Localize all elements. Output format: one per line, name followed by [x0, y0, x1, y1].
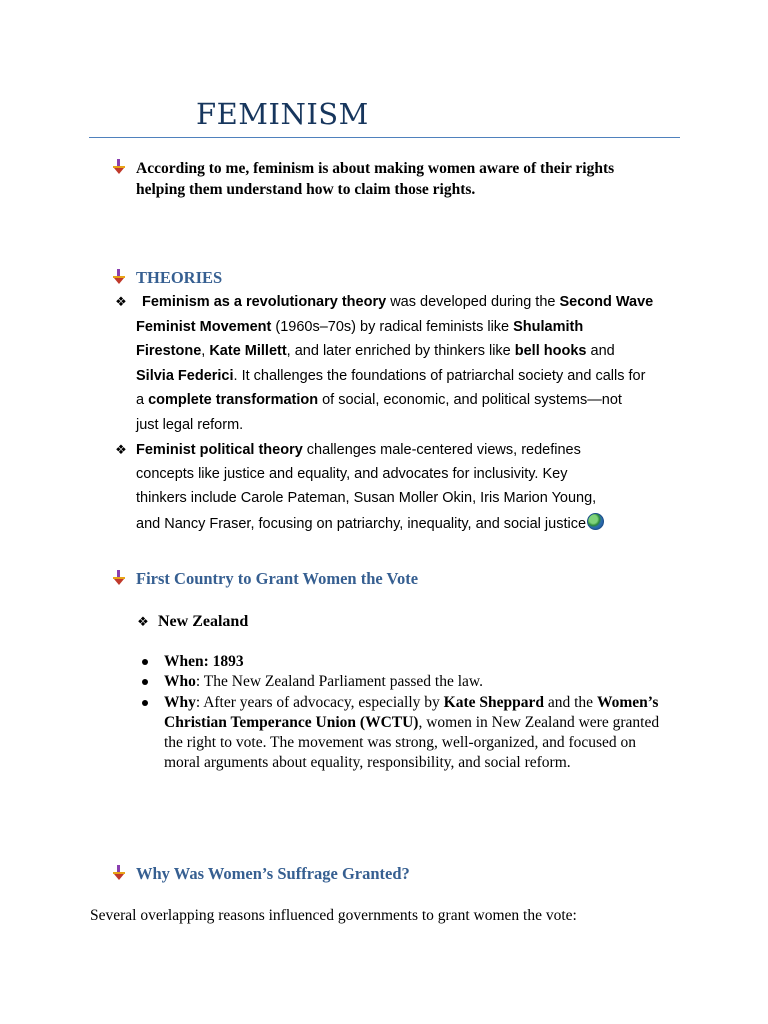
globe-icon: [587, 513, 604, 530]
diamond-bullet-icon: ❖: [137, 614, 149, 629]
arrow-bullet-icon: [112, 159, 126, 175]
theories-heading: THEORIES: [136, 268, 223, 287]
suffrage-intro-text: Several overlapping reasons influenced governments to grant women the vote:: [90, 907, 577, 924]
country-name: New Zealand: [158, 613, 249, 630]
arrow-bullet-icon: [112, 269, 126, 285]
theory-item-political: Feminist political theory challenges male-centered views, redefines concepts like justice and equality, and advocates for inclusivity. Key thinkers include Carole Pateman, Susan Moller Okin, Iris Marion Young, and Nancy Fraser, focusing on patriarchy, inequality, and social justice: [136, 438, 706, 536]
arrow-bullet-icon: [112, 570, 126, 586]
bullet-dot-icon: [142, 700, 148, 706]
theory-item-revolutionary: Feminism as a revolutionary theory was developed during the Second Wave Feminist Movement (1960s–70s) by radical feminists like Shulamith Firestone, Kate Millett, and later enriched by thinkers like bell hooks and Silvia Federici. It challenges the foundations of patriarchal society and calls for a complete transformation of social, economic, and political systems—not just legal reform.: [136, 294, 654, 433]
suffrage-heading: Why Was Women’s Suffrage Granted?: [136, 864, 410, 883]
diamond-bullet-icon: ❖: [115, 294, 127, 309]
vote-details-list: [136, 652, 676, 774]
arrow-bullet-icon: [112, 865, 126, 881]
intro-paragraph: According to me, feminism is about making women aware of their rights helping them understand how to claim those rights.: [136, 160, 615, 198]
list-item: Why: After years of advocacy, especially by Kate Sheppard and the Women’s Christian Temperance Union (WCTU), women in New Zealand were granted the right to vote. The movement was strong, well-organized, and focused on moral arguments about equality, responsibility, and social reform.: [136, 693, 676, 774]
bullet-dot-icon: [142, 679, 148, 685]
page-title: FEMINISM: [196, 97, 369, 131]
list-item: Who: The New Zealand Parliament passed the law.: [136, 672, 676, 692]
bullet-dot-icon: [142, 659, 148, 665]
title-divider: [89, 137, 680, 138]
diamond-bullet-icon: ❖: [115, 442, 127, 457]
first-country-heading: First Country to Grant Women the Vote: [136, 569, 419, 588]
list-item: When: 1893: [136, 652, 676, 672]
